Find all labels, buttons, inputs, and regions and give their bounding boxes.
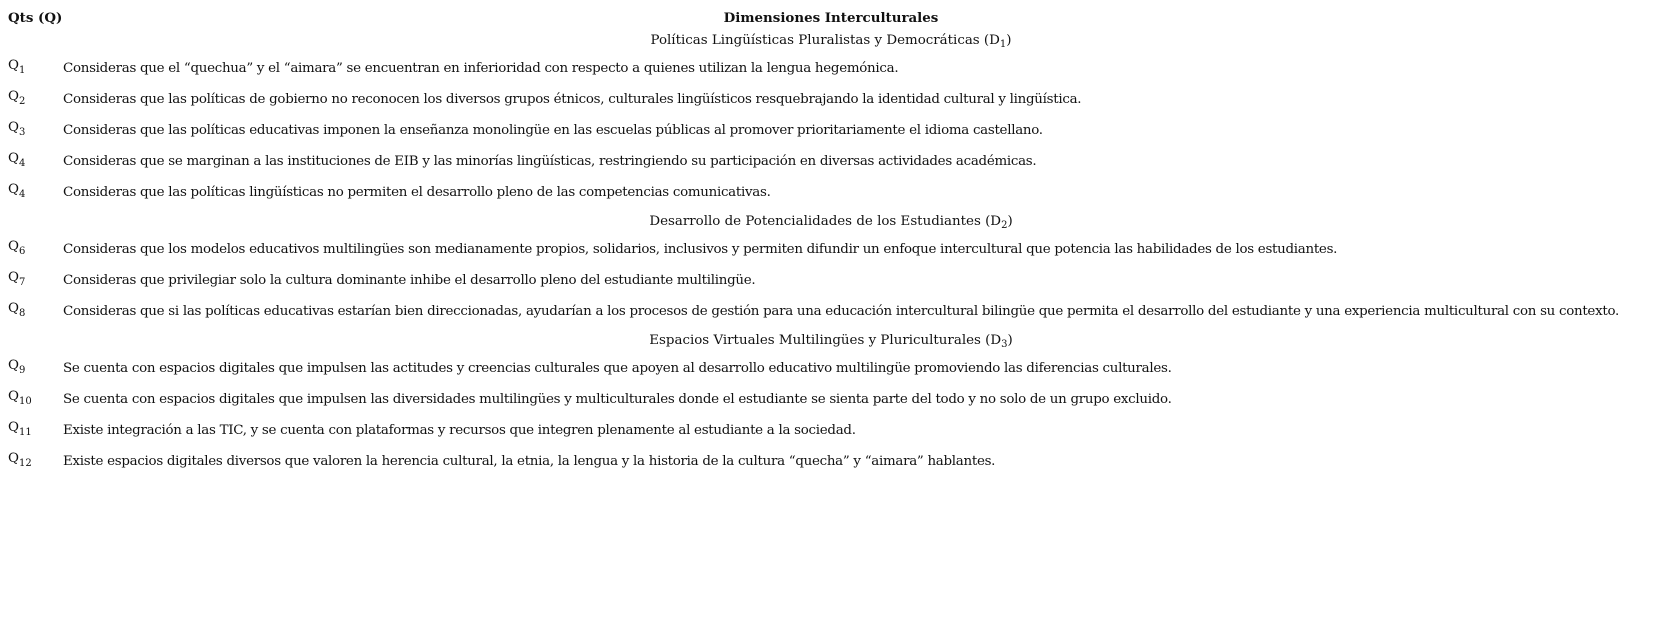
section-title-close: ) xyxy=(1007,214,1013,229)
section-title-text: Espacios Virtuales Multilingües y Pluriculturales (D xyxy=(649,333,1002,348)
table-header xyxy=(0,0,1662,24)
question-number: 3 xyxy=(18,127,26,138)
question-text: Consideras que las políticas de gobierno no reconocen los diversos grupos étnicos, culturales lingüísticos resquebrajando la identidad cultural y lingüística. xyxy=(63,92,1082,107)
table-row xyxy=(0,55,1662,86)
section-title-d2 xyxy=(0,210,1662,236)
section-title-text: Desarrollo de Potencialidades de los Estudiantes (D xyxy=(649,214,1002,229)
column-header-qts: Qts (Q) xyxy=(8,10,63,26)
table-row xyxy=(0,298,1662,329)
question-text: Consideras que el “quechua” y el “aimara” se encuentran en inferioridad con respecto a quienes utilizan la lengua hegemónica. xyxy=(63,61,899,76)
column-header-dimensions: Dimensiones Interculturales xyxy=(723,10,939,26)
question-letter: Q xyxy=(8,120,19,135)
question-code xyxy=(8,89,26,107)
section-title-close: ) xyxy=(1006,33,1012,48)
section-title-subscript: 2 xyxy=(1001,220,1008,231)
question-letter: Q xyxy=(8,239,19,254)
question-number: 10 xyxy=(18,396,32,407)
question-number: 9 xyxy=(18,365,26,376)
question-letter: Q xyxy=(8,389,19,404)
question-text: Consideras que se marginan a las instituciones de EIB y las minorías lingüísticas, restringiendo su participación en diversas actividades académicas. xyxy=(63,154,1037,169)
question-number: 2 xyxy=(18,96,26,107)
question-text: Se cuenta con espacios digitales que impulsen las actitudes y creencias culturales que apoyen al desarrollo educativo multilingüe promoviendo las diferencias culturales. xyxy=(63,361,1172,376)
question-number: 4 xyxy=(18,158,26,169)
table-row xyxy=(0,86,1662,117)
section-title-text: Políticas Lingüísticas Pluralistas y Democráticas (D xyxy=(650,33,1000,48)
question-letter: Q xyxy=(8,358,19,373)
question-text: Consideras que privilegiar solo la cultura dominante inhibe el desarrollo pleno del estudiante multilingüe. xyxy=(63,273,756,288)
question-code xyxy=(8,58,26,76)
question-code xyxy=(8,120,26,138)
table-row xyxy=(0,448,1662,479)
question-code xyxy=(8,420,32,438)
question-number: 11 xyxy=(18,427,32,438)
question-text: Consideras que si las políticas educativas estarían bien direccionadas, ayudarían a los procesos de gestión para una educación intercultural bilingüe que permita el desarrollo del estudiante y una experiencia multicultural con su contexto. xyxy=(63,304,1619,319)
table-row xyxy=(0,355,1662,386)
table-row xyxy=(0,148,1662,179)
section-title-d3 xyxy=(0,329,1662,355)
question-number: 12 xyxy=(18,458,32,469)
question-code xyxy=(8,239,26,257)
question-letter: Q xyxy=(8,58,19,73)
question-letter: Q xyxy=(8,182,19,197)
table-row xyxy=(0,267,1662,298)
question-code xyxy=(8,389,32,407)
question-letter: Q xyxy=(8,451,19,466)
table-row xyxy=(0,386,1662,417)
question-number: 7 xyxy=(18,277,26,288)
question-code xyxy=(8,451,32,469)
question-number: 8 xyxy=(18,308,26,319)
table-row xyxy=(0,179,1662,210)
question-text: Consideras que las políticas educativas imponen la enseñanza monolingüe en las escuelas públicas al promover prioritariamente el idioma castellano. xyxy=(63,123,1043,138)
question-code xyxy=(8,358,26,376)
section-title-subscript: 1 xyxy=(999,39,1007,50)
table-row xyxy=(0,117,1662,148)
question-code xyxy=(8,151,26,169)
question-number: 1 xyxy=(18,65,26,76)
question-text: Consideras que las políticas lingüísticas no permiten el desarrollo pleno de las competencias comunicativas. xyxy=(63,185,771,200)
question-number: 4 xyxy=(18,189,26,200)
table-row xyxy=(0,417,1662,448)
question-text: Consideras que los modelos educativos multilingües son medianamente propios, solidarios, inclusivos y permiten difundir un enfoque intercultural que potencia las habilidades de los estudiantes. xyxy=(63,242,1338,257)
question-code xyxy=(8,270,26,288)
question-text: Existe integración a las TIC, y se cuenta con plataformas y recursos que integren plenamente al estudiante a la sociedad. xyxy=(63,423,856,438)
question-code xyxy=(8,182,26,200)
table-row xyxy=(0,236,1662,267)
question-letter: Q xyxy=(8,151,19,166)
question-letter: Q xyxy=(8,270,19,285)
question-number: 6 xyxy=(18,246,26,257)
section-title-d1 xyxy=(0,29,1662,55)
question-text: Se cuenta con espacios digitales que impulsen las diversidades multilingües y multiculturales donde el estudiante se sienta parte del todo y no solo de un grupo excluido. xyxy=(63,392,1172,407)
section-title-subscript: 3 xyxy=(1001,339,1008,350)
sections-container xyxy=(0,29,1662,479)
question-text: Existe espacios digitales diversos que valoren la herencia cultural, la etnia, la lengua y la historia de la cultura “quecha” y “aimara” hablantes. xyxy=(63,454,996,469)
question-letter: Q xyxy=(8,420,19,435)
question-letter: Q xyxy=(8,89,19,104)
question-letter: Q xyxy=(8,301,19,316)
question-code xyxy=(8,301,26,319)
section-title-close: ) xyxy=(1007,333,1013,348)
